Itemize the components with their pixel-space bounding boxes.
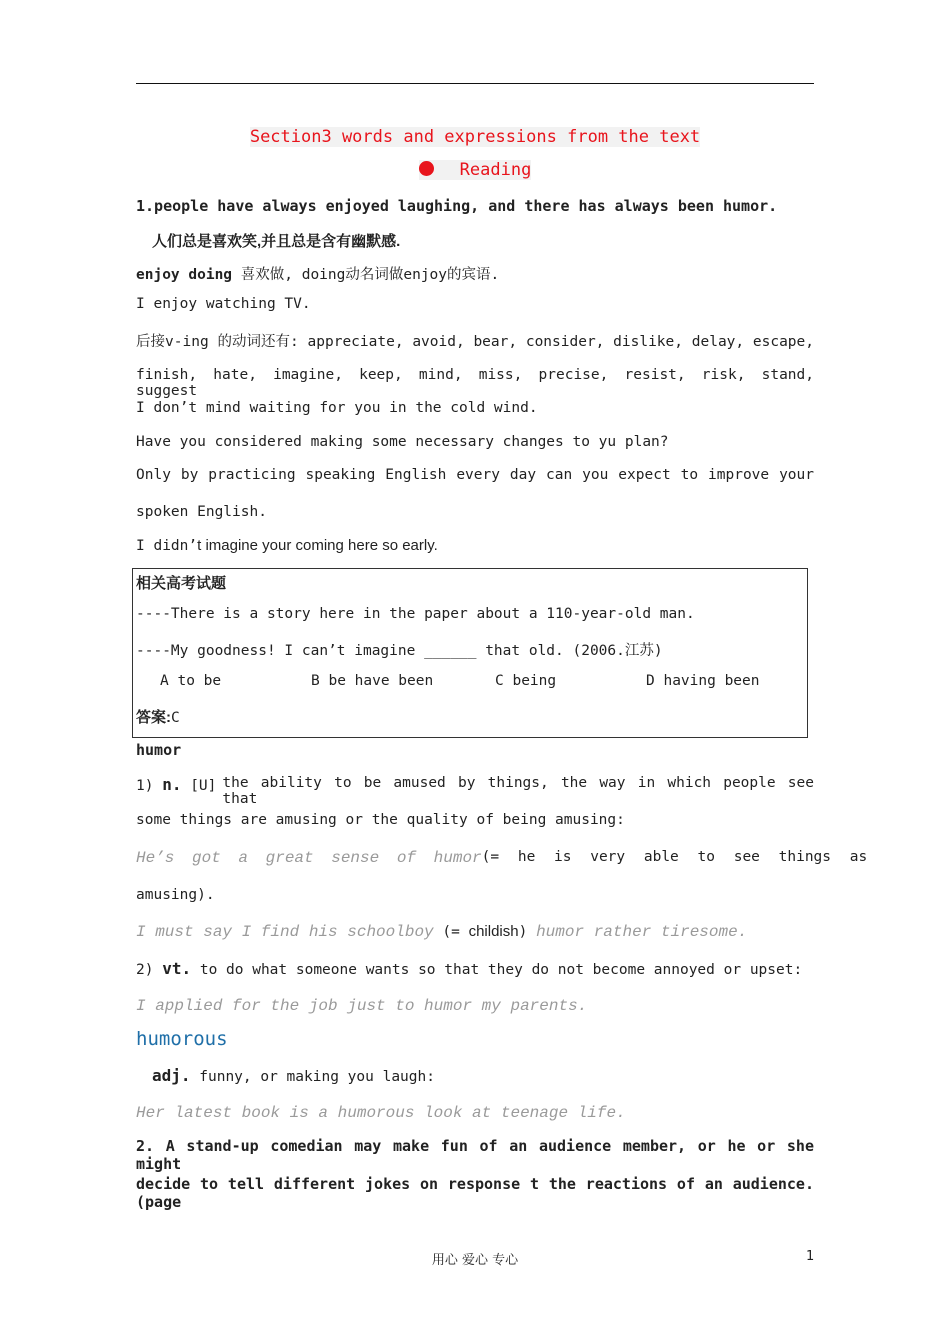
humor-sense-1: 1) n. [U] the ability to be amused by things, the way in which people see that [136, 775, 814, 807]
humorous-example: Her latest book is a humorous look at teenage life. [136, 1104, 626, 1122]
option-b: B be have been [311, 673, 434, 689]
verbs-line-1: 后接v-ing 的动词还有: appreciate, avoid, bear, consider, dislike, delay, escape, [136, 334, 814, 350]
example-4-line-2: spoken English. [136, 504, 267, 520]
bullet-icon [419, 161, 434, 176]
example-2: I don’t mind waiting for you in the cold wind. [136, 400, 538, 416]
option-c: C being [495, 673, 557, 689]
section-title: Section3 words and expressions from the text [249, 127, 701, 147]
exam-heading: 相关高考试题 [136, 575, 227, 592]
item1-sentence: 1.people have always enjoyed laughing, and there has always been humor. [136, 197, 778, 215]
header-rule [136, 83, 814, 84]
phrase-note: 喜欢做, doing动名词做enjoy的宾语. [232, 267, 500, 283]
item1-phrase-line [136, 263, 499, 284]
humor-sense-2: 2) vt. to do what someone wants so that they do not become annoyed or upset: [136, 959, 803, 978]
subtitle: Reading [136, 160, 814, 180]
example-3: Have you considered making some necessary changes to yu plan? [136, 434, 669, 450]
humor-example-2: I must say I find his schoolboy (= childish) humor rather tiresome. [136, 923, 748, 941]
footer-text: 用心 爱心 专心 [431, 1253, 519, 1268]
humor-sense-1-line-2: some things are amusing or the quality of being amusing: [136, 812, 625, 828]
option-a: A to be [160, 673, 222, 689]
humor-example-3: I applied for the job just to humor my parents. [136, 997, 588, 1015]
example-4-line-1: Only by practicing speaking English every day can you expect to improve your [136, 467, 814, 483]
humor-example-1-line-2: amusing). [136, 887, 215, 903]
humorous-definition: adj. funny, or making you laugh: [152, 1066, 435, 1085]
page-number: 1 [806, 1249, 815, 1264]
humor-example-1: He’s got a great sense of humor (= he is very able to see things as [136, 849, 868, 867]
verbs-line-2: finish, hate, imagine, keep, mind, miss, precise, resist, risk, stand, suggest [136, 367, 814, 399]
headword-humorous: humorous [136, 1028, 228, 1050]
exam-answer: 答案:C [136, 709, 180, 726]
option-d: D having been [646, 673, 760, 689]
exam-question-2: ----My goodness! I can’t imagine ______ that old. (2006.江苏) [136, 643, 663, 659]
exam-question-1: ----There is a story here in the paper about a 110-year-old man. [136, 606, 695, 622]
item2-line-1: 2. A stand-up comedian may make fun of an audience member, or he or she might [136, 1137, 814, 1173]
example-5: I didn’t imagine your coming here so early. [136, 537, 438, 554]
phrase: enjoy doing [136, 267, 233, 283]
headword-humor: humor [136, 741, 182, 759]
item1-translation: 人们总是喜欢笑,并且总是含有幽默感. [152, 233, 401, 250]
item2-line-2: decide to tell different jokes on response t the reactions of an audience. (page [136, 1175, 814, 1211]
example-1: I enjoy watching TV. [136, 296, 311, 312]
